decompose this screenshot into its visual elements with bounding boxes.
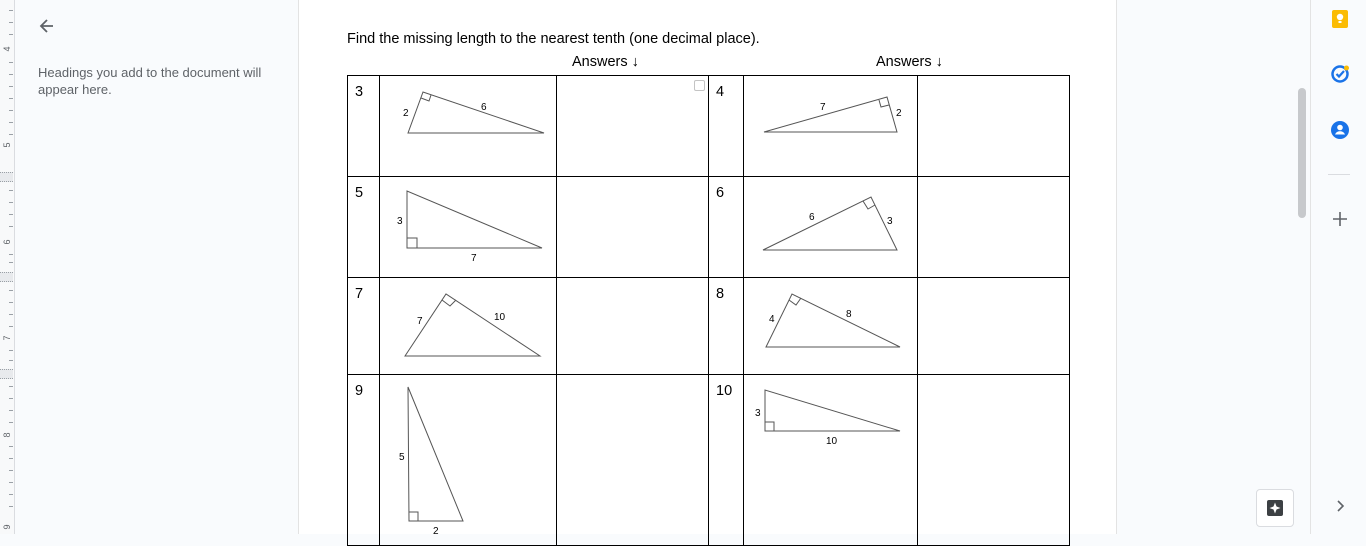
side-label: 2 xyxy=(433,526,439,537)
problem-number: 3 xyxy=(348,76,380,177)
triangle-figure xyxy=(380,177,557,278)
side-label: 2 xyxy=(896,108,902,119)
side-label: 4 xyxy=(769,314,775,325)
triangle-figure xyxy=(744,177,918,278)
assist-button[interactable] xyxy=(1256,489,1294,527)
outline-empty-hint: Headings you add to the document will appear here. xyxy=(38,65,262,97)
side-label: 5 xyxy=(399,452,405,463)
side-panel-divider xyxy=(1328,174,1350,175)
problem-number: 9 xyxy=(348,375,380,546)
answer-cell[interactable] xyxy=(557,278,709,375)
problem-number: 10 xyxy=(709,375,744,546)
answers-header-left: Answers ↓ xyxy=(572,54,639,70)
chevron-right-icon xyxy=(1333,499,1347,513)
triangle-diagram xyxy=(744,278,917,374)
triangle-figure xyxy=(380,76,557,177)
problem-number: 7 xyxy=(348,278,380,375)
contacts-icon xyxy=(1330,120,1350,140)
answers-header-right: Answers ↓ xyxy=(876,54,943,70)
triangle-diagram xyxy=(744,177,917,277)
triangle-diagram xyxy=(380,177,556,277)
answer-cell[interactable] xyxy=(557,177,709,278)
problem-number: 5 xyxy=(348,177,380,278)
answer-cell[interactable] xyxy=(918,177,1070,278)
answer-cell[interactable] xyxy=(918,278,1070,375)
keep-button[interactable] xyxy=(1329,8,1351,30)
ruler-margin-marker[interactable] xyxy=(0,172,13,182)
triangle-diagram xyxy=(380,278,556,374)
side-label: 7 xyxy=(417,316,423,327)
triangle-diagram xyxy=(744,76,917,176)
triangle-figure xyxy=(744,76,918,177)
plus-icon xyxy=(1332,211,1348,227)
triangle-diagram xyxy=(380,375,556,545)
triangle-diagram xyxy=(744,375,917,545)
ruler-label: 4 xyxy=(2,46,12,52)
ruler-label: 8 xyxy=(2,432,12,438)
answer-cell[interactable] xyxy=(557,76,709,177)
ruler-label: 7 xyxy=(2,335,12,341)
triangle-figure xyxy=(380,278,557,375)
problems-table xyxy=(347,75,1070,546)
problem-number: 8 xyxy=(709,278,744,375)
triangle-figure xyxy=(744,278,918,375)
keep-icon xyxy=(1331,9,1349,29)
expand-side-panel-button[interactable] xyxy=(1329,495,1351,517)
side-label: 6 xyxy=(481,102,487,113)
ruler-margin-marker[interactable] xyxy=(0,369,13,379)
get-addons-button[interactable] xyxy=(1329,208,1351,230)
problem-number: 4 xyxy=(709,76,744,177)
side-label: 6 xyxy=(809,212,815,223)
side-label: 10 xyxy=(826,436,838,447)
instruction-text: Find the missing length to the nearest tenth (one decimal place). xyxy=(347,31,760,47)
ruler-margin-marker[interactable] xyxy=(0,272,13,282)
side-label: 7 xyxy=(820,102,826,113)
triangle-diagram xyxy=(380,76,556,176)
document-page[interactable] xyxy=(298,0,1117,537)
vertical-ruler[interactable] xyxy=(0,0,15,534)
triangle-figure xyxy=(744,375,918,546)
side-label: 3 xyxy=(755,408,761,419)
dropdown-chip-icon[interactable] xyxy=(694,80,705,91)
ruler-label: 9 xyxy=(2,524,12,530)
sparkle-icon xyxy=(1266,499,1284,517)
answer-cell[interactable] xyxy=(557,375,709,546)
ruler-label: 5 xyxy=(2,142,12,148)
contacts-button[interactable] xyxy=(1329,119,1351,141)
tasks-icon xyxy=(1330,64,1350,84)
answer-cell[interactable] xyxy=(918,375,1070,546)
side-label: 3 xyxy=(887,216,893,227)
answer-cell[interactable] xyxy=(918,76,1070,177)
ruler-label: 6 xyxy=(2,239,12,245)
scrollbar-thumb[interactable] xyxy=(1298,88,1306,218)
problem-number: 6 xyxy=(709,177,744,278)
scrollbar-track[interactable] xyxy=(1294,0,1310,534)
side-label: 3 xyxy=(397,216,403,227)
document-outline-panel xyxy=(15,0,298,534)
close-outline-button[interactable] xyxy=(33,12,61,40)
side-panel xyxy=(1310,0,1366,534)
triangle-figure xyxy=(380,375,557,546)
side-label: 7 xyxy=(471,253,477,264)
tasks-button[interactable] xyxy=(1329,63,1351,85)
side-label: 10 xyxy=(494,312,506,323)
side-label: 2 xyxy=(403,108,409,119)
side-label: 8 xyxy=(846,309,852,320)
arrow-left-icon xyxy=(37,16,57,36)
